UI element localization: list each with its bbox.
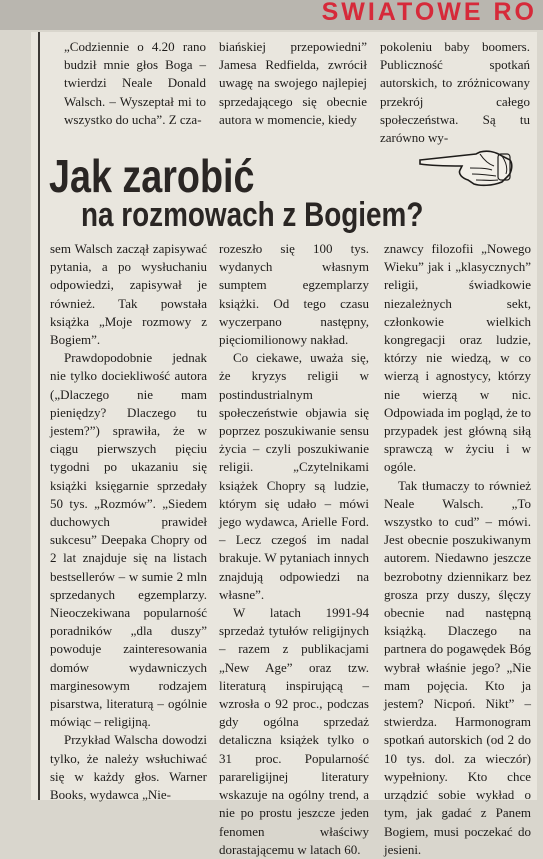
body-paragraph: rozeszło się 100 tys. wydanych własnym sumptem egzemplarzy książki. Od tego czasu wyczerpano następny, pięciomilionowy nakład. (219, 241, 369, 348)
intro-column-2 (219, 38, 367, 129)
body-paragraph: W latach 1991-94 sprzedaż tytułów religijnych – razem z publikacjami „New Age” oraz tzw. literaturą inspirującą – wzrosła o 92 proc., podczas gdy ogólna sprzedaż detaliczna książek tylko o 31 proc. Popularność parareligijnej literatury wskazuje na ogólny trend, a nie po prostu jeszcze jeden fenomen właściwy dorastającemu w latach 60. (219, 605, 369, 857)
intro-column-1 (64, 38, 206, 129)
body-column-2 (219, 240, 369, 859)
headline-line-1: Jak zarobić (49, 150, 255, 202)
body-column-3 (384, 240, 531, 859)
body-paragraph: znawcy filozofii „Nowego Wieku” jak i „klasycznych” religii, świadkowie niezależnych sekt, członkowie wielkich kongregacji oraz ludzie, którzy nie wiedzą, w co wierzą i agnostycy, którzy nie wierzą w nic. Odpowiada im pogląd, że to przypadek jest główną siłą sprawczą w życiu i w ogóle. (384, 241, 531, 475)
section-title: SWIATOWE RO (321, 0, 537, 26)
intro-paragraph: pokoleniu baby boomers. Publiczność spotkań autorskich, to zróżnicowany przekrój całego społeczeństwa. Są tu zarówno wy- (380, 39, 530, 146)
body-paragraph: Prawdopodobnie jednak nie tylko dociekliwość autora („Dlaczego nie mam pieniędzy? Dlaczego tu jestem?”) sprawiła, że w ciągu pierwszych pięciu tygodni po ukazaniu się książki księgarnie sprzedały 50 tys. „Rozmów”. „Siedem duchowych prawideł sukcesu” Deepaka Chopry od 2 lat znajduje się na listach bestsellerów – w sumie 2 mln sprzedanych egzemplarzy. Nieoczekiwana popularność poradników „dla duszy” powoduje zainteresowania domów wydawniczych marginesowym rodzajem pisarstwa, literaturą – ogólnie mówiąc – religijną. (50, 350, 207, 730)
intro-column-3 (380, 38, 530, 147)
pointing-hand-icon (418, 140, 514, 190)
body-paragraph: Przykład Walscha dowodzi tylko, że należy wsłuchiwać się w każdy głos. Warner Books, wydawca „Nie- (50, 732, 207, 803)
headline-line-2: na rozmowach z Bogiem? (81, 196, 424, 234)
intro-paragraph: „Codziennie o 4.20 rano budził mnie głos Boga – twierdzi Neale Donald Walsch. – Wyszeptał mi to wszystko do ucha”. Z cza- (64, 39, 206, 127)
body-paragraph: sem Walsch zaczął zapisywać pytania, a po wysłuchaniu odpowiedzi, zapisywał je również. Tak powstała książka „Moje rozmowy z Bogiem”. (50, 241, 207, 348)
body-paragraph: Co ciekawe, uważa się, że kryzys religii w postindustrialnym społeczeństwie objawia się poprzez poszukiwanie sensu życia – czyli poszukiwanie religii. „Czytelnikami książek Chopry są ludzie, którym się udało – mówi jego wydawca, Arielle Ford. – Lecz czegoś im nadal brakuje. W pytaniach innych znajdują odpowiedzi na własne”. (219, 350, 369, 602)
body-paragraph: Tak tłumaczy to również Neale Walsch. „To wszystko to cud” – mówi. Jest obecnie poszukiwanym autorem. Niedawno jeszcze bezrobotny dziennikarz bez grosza przy duszy, ślęczy obecnie nad następną książką. Dlaczego na partnera do pogawędek Bóg wybrał właśnie jego? „Nie mam pojęcia. Kto ja jestem? Nicpoń. Nikt” – stwierdza. Harmonogram spotkań autorskich (od 2 do 10 tys. dol. za wieczór) wypełniony. Kto chce urządzić sobie wykład o tym, jak gadać z Panem Bogiem, musi poczekać do jesieni. (384, 477, 531, 857)
intro-paragraph: biańskiej przepowiedni” Jamesa Redfielda, zwrócił uwagę na swojego najlepiej sprzedającego się obecnie autora w momencie, kiedy (219, 39, 367, 127)
left-margin-rule (38, 32, 40, 800)
body-column-1 (50, 240, 207, 804)
